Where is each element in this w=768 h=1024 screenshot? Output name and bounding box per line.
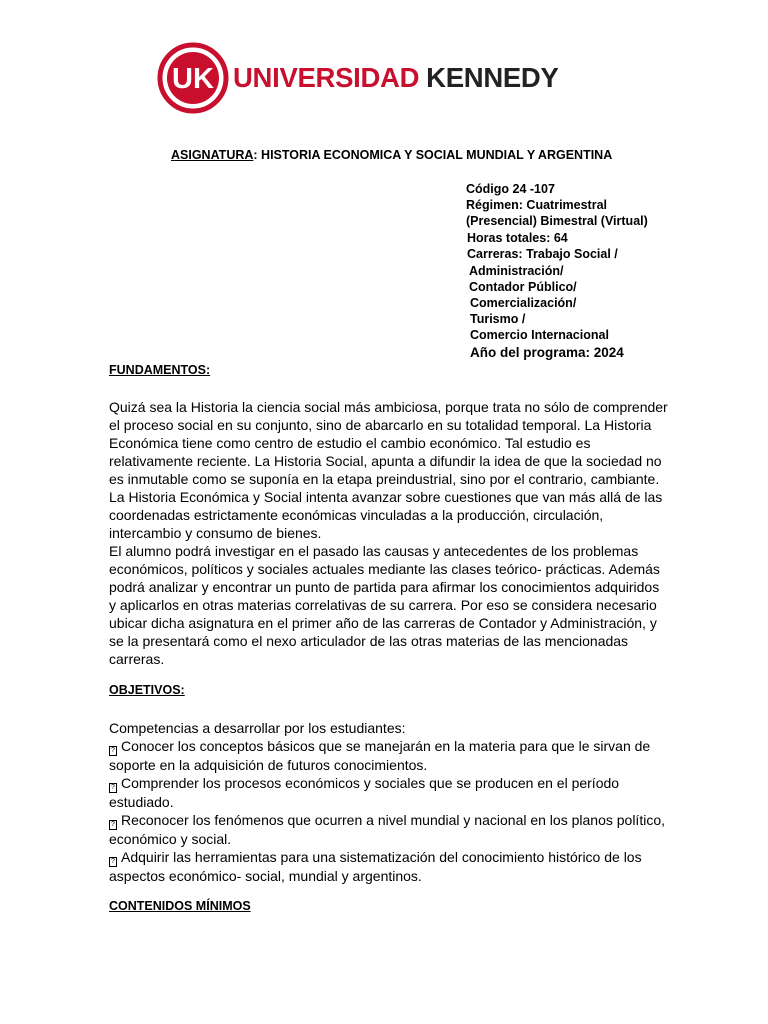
bullet-box-icon: ?: [109, 783, 117, 793]
bullet-box-icon: ?: [109, 820, 117, 830]
logo-wordmark: [233, 64, 559, 92]
emblem-text: UK: [172, 63, 214, 95]
info-career-turismo: Turismo /: [470, 312, 526, 326]
subject-title: [171, 148, 612, 162]
objetivos-intro: Competencias a desarrollar por los estudiantes:: [109, 720, 406, 736]
logo-word-kennedy: KENNEDY: [426, 62, 559, 94]
subject-value: : HISTORIA ECONOMICA Y SOCIAL MUNDIAL Y ARGENTINA: [253, 148, 613, 162]
fundamentos-heading: FUNDAMENTOS:: [109, 363, 211, 377]
contenidos-heading: CONTENIDOS MÍNIMOS: [109, 899, 251, 913]
info-code: Código 24 -107: [466, 182, 555, 196]
info-career-comercio: Comercio Internacional: [470, 328, 609, 342]
objetivos-list: [109, 719, 669, 885]
logo-word-universidad: UNIVERSIDAD: [233, 62, 420, 94]
info-hours: Horas totales: 64: [467, 231, 568, 245]
uk-emblem-icon: [157, 42, 229, 114]
list-item: ? Reconocer los fenómenos que ocurren a nivel mundial y nacional en los planos político, económico y social.: [109, 812, 665, 847]
fundamentos-paragraph-1: Quizá sea la Historia la ciencia social más ambiciosa, porque trata no sólo de comprender el proceso social en su conjunto, sino de abarcarlo en su totalidad temporal. La Historia Económica tiene como centro de estudio el cambio económico. Tal estudio es relativamente reciente. La Historia Social, apunta a difundir la idea de que la sociedad no es inmutable como se suponía en la etapa preindustrial, sino por el contrario, cambiante. La Historia Económica y Social intenta avanzar sobre cuestiones que van más allá de las coordenadas estrictamente económicas vinculadas a la producción, circulación, intercambio y consumo de bienes.: [109, 399, 668, 541]
info-career-contador: Contador Público/: [469, 280, 577, 294]
list-item: ? Conocer los conceptos básicos que se manejarán en la materia para que le sirvan de soporte en la adquisición de futuros conocimientos.: [109, 738, 651, 773]
list-item: ? Adquirir las herramientas para una sistematización del conocimiento histórico de los aspectos económico- social, mundial y argentinos.: [109, 849, 642, 884]
objetivos-heading: OBJETIVOS:: [109, 683, 185, 697]
info-regimen-detail: (Presencial) Bimestral (Virtual): [466, 214, 648, 228]
info-program-year: Año del programa: 2024: [470, 345, 624, 360]
fundamentos-paragraph-2: El alumno podrá investigar en el pasado las causas y antecedentes de los problemas económicos, políticos y sociales actuales mediante las clases teórico- prácticas. Además podrá analizar y encontrar un punto de partida para afirmar los conocimientos adquiridos y aplicarlos en otras materias correlativas de su carrera. Por eso se considera necesario ubicar dicha asignatura en el primer año de las carreras de Contador y Administración, y se la presentará como el nexo articulador de las otras materias de las mencionadas carreras.: [109, 543, 660, 667]
fundamentos-body: [109, 398, 669, 668]
info-regimen: Régimen: Cuatrimestral: [466, 198, 608, 212]
subject-label: ASIGNATURA: [171, 148, 254, 162]
info-career-comercializacion: Comercialización/: [470, 296, 577, 310]
info-careers: Carreras: Trabajo Social /: [467, 247, 618, 261]
bullet-box-icon: ?: [109, 857, 117, 867]
info-career-admin: Administración/: [469, 264, 564, 278]
bullet-box-icon: ?: [109, 746, 117, 756]
university-logo: [157, 42, 559, 114]
list-item: ? Comprender los procesos económicos y sociales que se producen en el período estudiado.: [109, 775, 620, 810]
